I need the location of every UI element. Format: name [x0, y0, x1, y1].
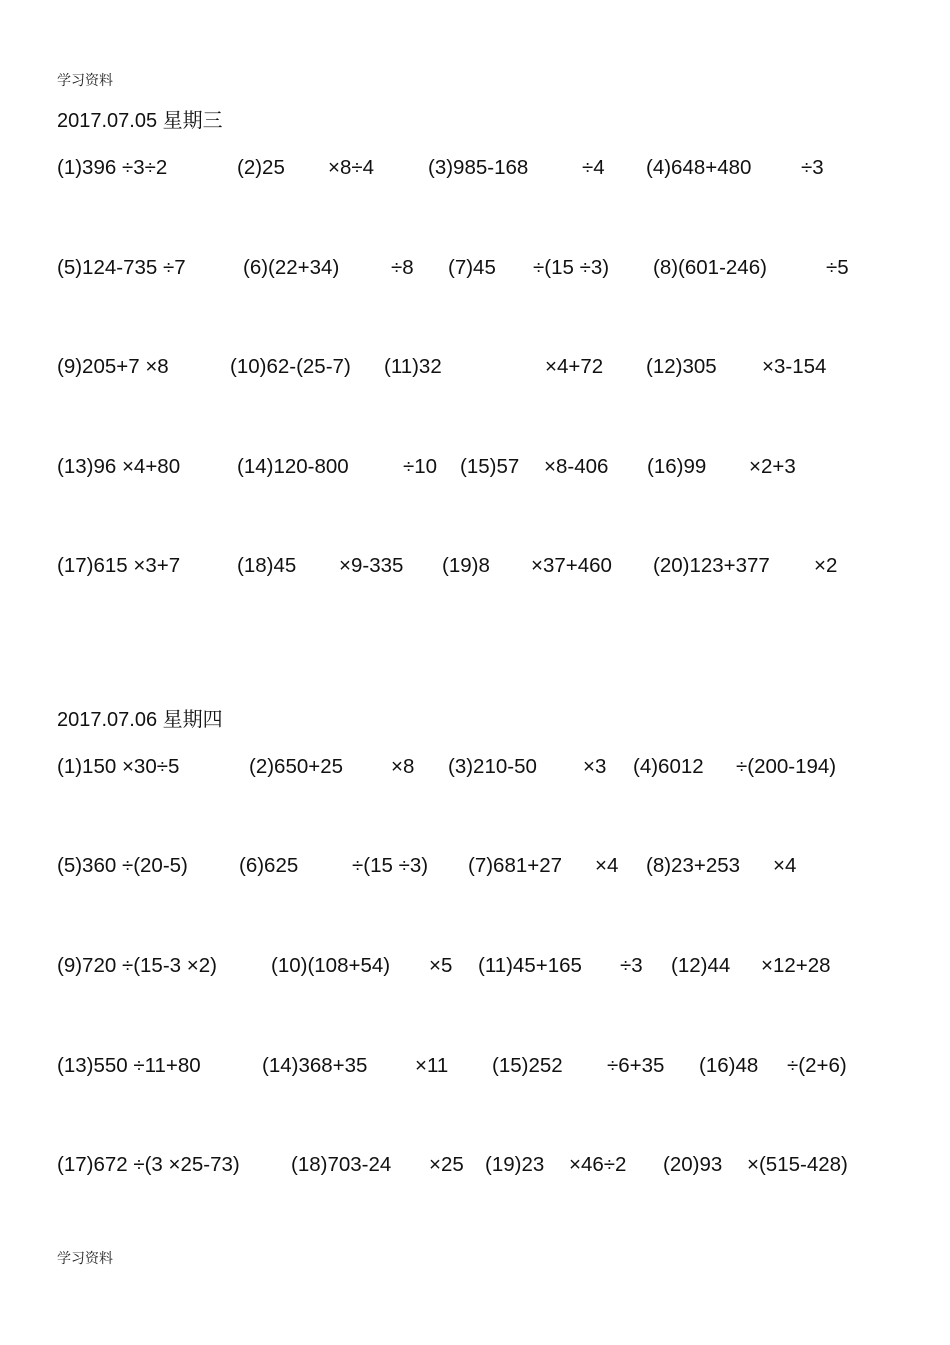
problem-item: ×3 — [583, 755, 607, 778]
section-title-2: 2017.07.06 星期四 — [57, 709, 223, 731]
problem-item: ÷(15 ÷3) — [352, 854, 429, 877]
problem-item: (9)205+7 ×8 — [57, 355, 169, 378]
problem-row — [57, 854, 937, 880]
problem-item: (16)99 — [647, 455, 707, 478]
problem-item: (5)124-735 ÷7 — [57, 256, 186, 279]
problem-row — [57, 355, 937, 381]
problem-item: (11)32 — [384, 355, 442, 378]
problem-item: ×12+28 — [761, 954, 831, 977]
footer-note: 学习资料 — [57, 1251, 113, 1267]
problem-row — [57, 1054, 937, 1080]
problem-item: (8)(601-246) — [653, 256, 767, 279]
problem-item: (20)93 — [663, 1153, 723, 1176]
problem-item: (2)25 — [237, 156, 285, 179]
problem-item: ÷8 — [391, 256, 414, 279]
problem-item: (6)(22+34) — [243, 256, 340, 279]
problem-item: ×3-154 — [762, 355, 827, 378]
problem-row — [57, 156, 937, 182]
problem-item: (3)985-168 — [428, 156, 529, 179]
problem-item: (16)48 — [699, 1054, 759, 1077]
problem-row — [57, 755, 937, 781]
section-title-1: 2017.07.05 星期三 — [57, 110, 223, 132]
problem-item: ×4 — [773, 854, 797, 877]
problem-item: (19)8 — [442, 554, 490, 577]
problem-item: (4)6012 — [633, 755, 704, 778]
problem-item: (7)45 — [448, 256, 496, 279]
problem-row — [57, 1153, 937, 1179]
problem-item: (10)62-(25-7) — [230, 355, 351, 378]
problem-item: (15)57 — [460, 455, 520, 478]
problem-item: (18)45 — [237, 554, 297, 577]
problem-item: (14)368+35 — [262, 1054, 368, 1077]
problem-row — [57, 256, 937, 282]
problem-item: (1)396 ÷3÷2 — [57, 156, 168, 179]
problem-item: ×8 — [391, 755, 415, 778]
problem-item: ÷(200-194) — [736, 755, 837, 778]
problem-item: ×25 — [429, 1153, 464, 1176]
problem-item: ÷10 — [403, 455, 438, 478]
problem-item: (17)672 ÷(3 ×25-73) — [57, 1153, 240, 1176]
problem-item: (4)648+480 — [646, 156, 752, 179]
problem-item: (2)650+25 — [249, 755, 344, 778]
problem-item: (7)681+27 — [468, 854, 563, 877]
problem-item: ×8÷4 — [328, 156, 375, 179]
problem-item: ×8-406 — [544, 455, 609, 478]
problem-item: (8)23+253 — [646, 854, 741, 877]
problem-item: ÷6+35 — [607, 1054, 665, 1077]
problem-item: (20)123+377 — [653, 554, 770, 577]
problem-item: ÷3 — [801, 156, 824, 179]
problem-item: ×11 — [415, 1054, 449, 1077]
problem-item: (17)615 ×3+7 — [57, 554, 181, 577]
problem-item: (13)96 ×4+80 — [57, 455, 181, 478]
problem-item: ×5 — [429, 954, 453, 977]
header-note: 学习资料 — [57, 73, 113, 89]
problem-item: ÷3 — [620, 954, 643, 977]
problem-item: (9)720 ÷(15-3 ×2) — [57, 954, 217, 977]
problem-item: (15)252 — [492, 1054, 563, 1077]
problem-item: ×9-335 — [339, 554, 404, 577]
problem-row — [57, 455, 937, 481]
problem-item: ×2 — [814, 554, 838, 577]
problem-item: ×4 — [595, 854, 619, 877]
problem-item: (6)625 — [239, 854, 299, 877]
problem-item: ÷4 — [582, 156, 605, 179]
problem-item: (14)120-800 — [237, 455, 349, 478]
problem-item: (18)703-24 — [291, 1153, 392, 1176]
problem-item: ×(515-428) — [747, 1153, 848, 1176]
problem-item: (13)550 ÷11+80 — [57, 1054, 201, 1077]
problem-item: ×2+3 — [749, 455, 796, 478]
problem-item: ×37+460 — [531, 554, 612, 577]
problem-item: (5)360 ÷(20-5) — [57, 854, 188, 877]
problem-row — [57, 554, 937, 580]
problem-item: (12)305 — [646, 355, 717, 378]
problem-item: ×4+72 — [545, 355, 604, 378]
problem-item: ×46÷2 — [569, 1153, 627, 1176]
problem-item: (3)210-50 — [448, 755, 537, 778]
problem-item: (10)(108+54) — [271, 954, 391, 977]
problem-item: ÷(2+6) — [787, 1054, 847, 1077]
problem-item: ÷(15 ÷3) — [533, 256, 610, 279]
problem-item: (1)150 ×30÷5 — [57, 755, 180, 778]
problem-item: ÷5 — [826, 256, 849, 279]
problem-row — [57, 954, 937, 980]
problem-item: (12)44 — [671, 954, 731, 977]
problem-item: (19)23 — [485, 1153, 545, 1176]
problem-item: (11)45+165 — [478, 954, 582, 977]
